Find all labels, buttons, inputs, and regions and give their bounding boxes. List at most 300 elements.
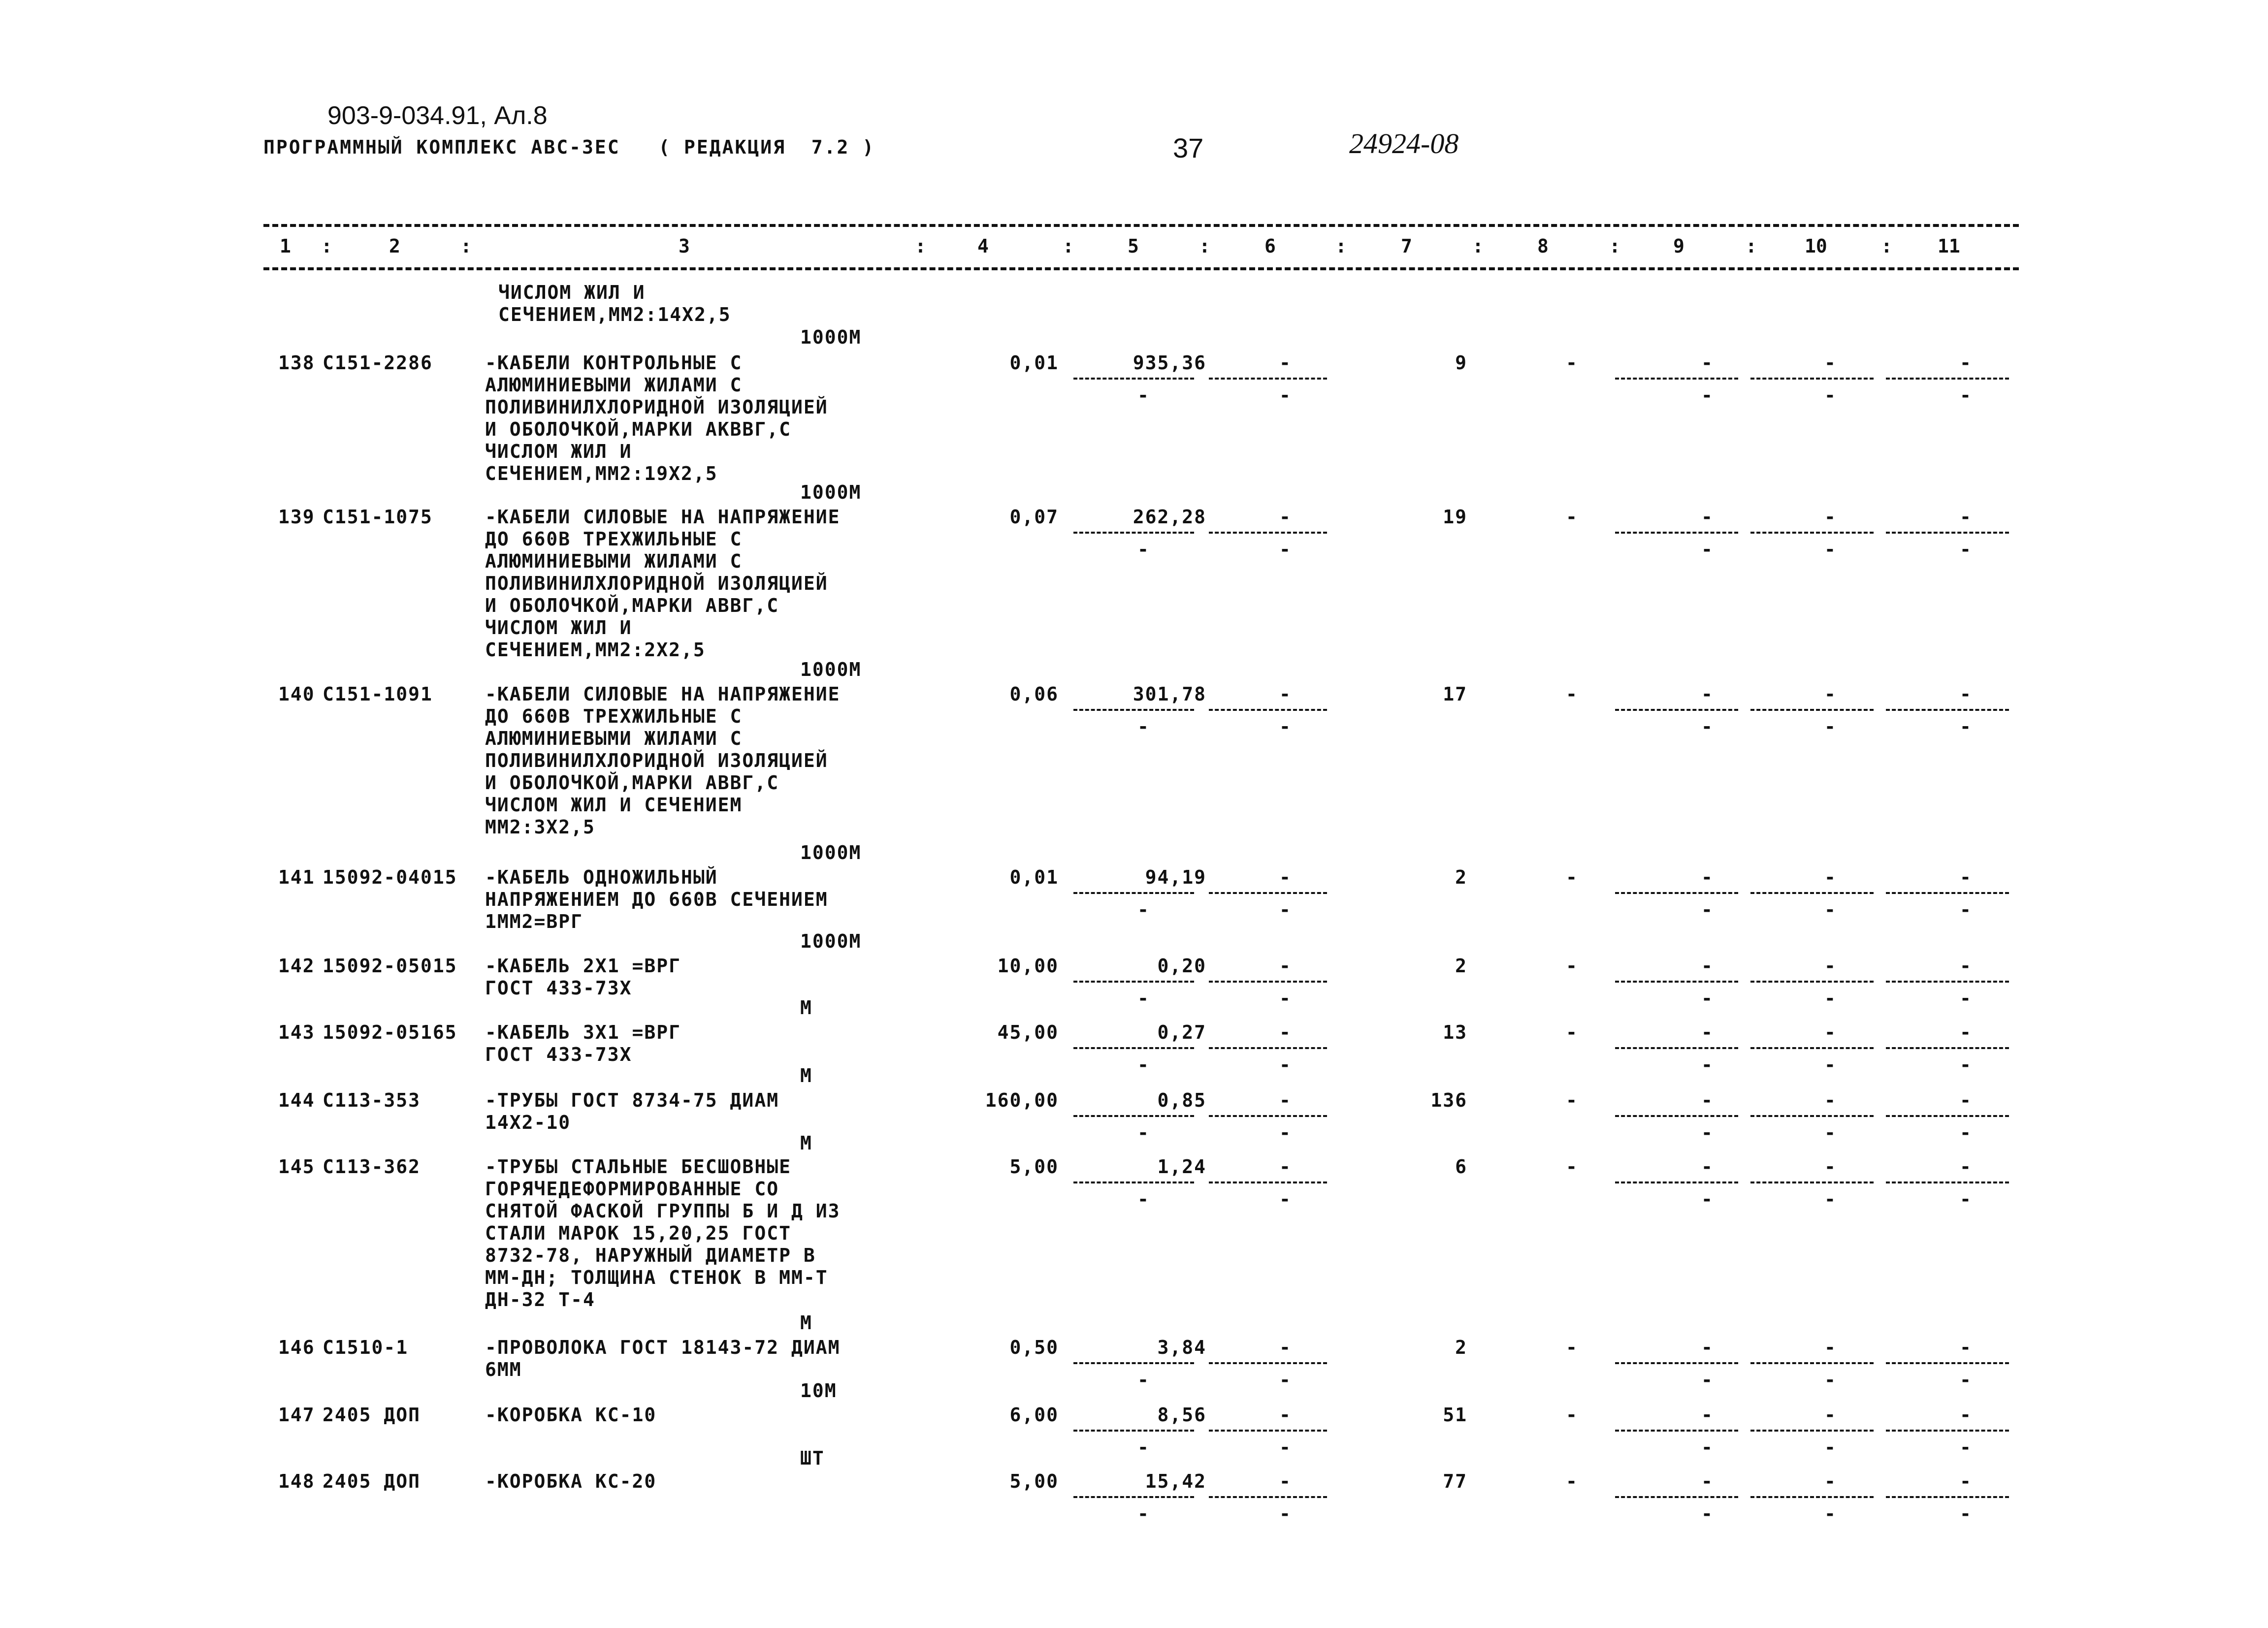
quantity: 10,00 bbox=[997, 955, 1059, 977]
col-sep: : bbox=[321, 235, 332, 257]
col7-value: 2 bbox=[1455, 866, 1467, 888]
dash-col11-lower: - bbox=[1960, 1436, 1971, 1458]
col7-value: 2 bbox=[1455, 955, 1467, 977]
underline bbox=[1073, 709, 1194, 711]
dash-col11: - bbox=[1960, 866, 1971, 888]
underline bbox=[1615, 892, 1738, 894]
col7-value: 13 bbox=[1443, 1021, 1467, 1043]
quantity: 0,06 bbox=[1009, 683, 1059, 705]
row-description: -КАБЕЛЬ 3Х1 =ВРГ bbox=[485, 1021, 681, 1043]
underline bbox=[1209, 1362, 1327, 1364]
dash-col5-lower: - bbox=[1137, 1503, 1149, 1525]
dash-col11-lower: - bbox=[1960, 1503, 1971, 1525]
underline bbox=[1750, 892, 1874, 894]
dash-col9-lower: - bbox=[1701, 1188, 1713, 1210]
underline bbox=[1886, 981, 2009, 983]
row-number: 142 bbox=[278, 955, 315, 977]
resource-code: С151-2286 bbox=[323, 352, 433, 374]
col-header-8: 8 bbox=[1537, 235, 1549, 257]
col-header-4: 4 bbox=[977, 235, 989, 257]
program-title: ПРОГРАММНЫЙ КОМПЛЕКС АВС-ЗЕС ( РЕДАКЦИЯ 7.2 ) bbox=[263, 136, 875, 158]
row-number: 145 bbox=[278, 1156, 315, 1178]
table-header-rule bbox=[263, 267, 2019, 270]
dash-col8: - bbox=[1566, 1156, 1577, 1178]
row-description: ГОРЯЧЕДЕФОРМИРОВАННЫЕ СО bbox=[485, 1178, 779, 1200]
underline bbox=[1615, 1362, 1738, 1364]
dash-col10: - bbox=[1824, 866, 1836, 888]
col-sep: : bbox=[915, 235, 926, 257]
unit-price: 262,28 bbox=[1133, 506, 1206, 528]
dash-col9-lower: - bbox=[1701, 1369, 1713, 1391]
underline bbox=[1615, 1115, 1738, 1117]
underline bbox=[1073, 892, 1194, 894]
underline bbox=[1209, 1430, 1327, 1432]
col-sep: : bbox=[1609, 235, 1620, 257]
col-sep: : bbox=[1746, 235, 1757, 257]
underline bbox=[1750, 709, 1874, 711]
quantity: 0,01 bbox=[1009, 352, 1059, 374]
continuation-text: ЧИСЛОМ ЖИЛ И bbox=[498, 282, 646, 303]
unit-label: 1000М bbox=[800, 842, 862, 863]
dash-col6: - bbox=[1279, 1404, 1291, 1426]
dash-col9: - bbox=[1701, 683, 1713, 705]
dash-col9: - bbox=[1701, 1021, 1713, 1043]
underline bbox=[1209, 1181, 1327, 1183]
dash-col9-lower: - bbox=[1701, 539, 1713, 560]
row-description: ЧИСЛОМ ЖИЛ И bbox=[485, 617, 632, 638]
dash-col6: - bbox=[1279, 866, 1291, 888]
dash-col6: - bbox=[1279, 506, 1291, 528]
row-description: СЕЧЕНИЕМ,ММ2:19Х2,5 bbox=[485, 463, 718, 484]
dash-col6: - bbox=[1279, 1470, 1291, 1492]
underline bbox=[1615, 532, 1738, 534]
col-sep: : bbox=[1472, 235, 1484, 257]
underline bbox=[1073, 378, 1194, 380]
dash-col6: - bbox=[1279, 1021, 1291, 1043]
underline bbox=[1073, 1047, 1194, 1049]
underline bbox=[1615, 981, 1738, 983]
row-description: АЛЮМИНИЕВЫМИ ЖИЛАМИ С bbox=[485, 374, 743, 396]
row-description: 8732-78, НАРУЖНЫЙ ДИАМЕТР В bbox=[485, 1245, 816, 1266]
row-description: 14Х2-10 bbox=[485, 1112, 571, 1133]
dash-col6-lower: - bbox=[1279, 1188, 1291, 1210]
dash-col10: - bbox=[1824, 506, 1836, 528]
row-description: -КОРОБКА КС-10 bbox=[485, 1404, 657, 1426]
quantity: 5,00 bbox=[1009, 1156, 1059, 1178]
row-description: ДН-32 Т-4 bbox=[485, 1289, 595, 1310]
dash-col10-lower: - bbox=[1824, 1122, 1836, 1144]
row-description: -КАБЕЛИ КОНТРОЛЬНЫЕ С bbox=[485, 352, 743, 374]
dash-col11: - bbox=[1960, 506, 1971, 528]
row-description: ДО 660В ТРЕХЖИЛЬНЫЕ С bbox=[485, 528, 743, 550]
underline bbox=[1886, 892, 2009, 894]
underline bbox=[1886, 1430, 2009, 1432]
dash-col6-lower: - bbox=[1279, 384, 1291, 406]
dash-col11: - bbox=[1960, 1021, 1971, 1043]
dash-col8: - bbox=[1566, 683, 1577, 705]
dash-col6-lower: - bbox=[1279, 1369, 1291, 1391]
resource-code: С1510-1 bbox=[323, 1337, 409, 1358]
dash-col9-lower: - bbox=[1701, 899, 1713, 921]
dash-col8: - bbox=[1566, 1021, 1577, 1043]
dash-col8: - bbox=[1566, 506, 1577, 528]
dash-col10-lower: - bbox=[1824, 1503, 1836, 1525]
row-description: ЧИСЛОМ ЖИЛ И СЕЧЕНИЕМ bbox=[485, 794, 743, 816]
row-number: 143 bbox=[278, 1021, 315, 1043]
row-description: ГОСТ 433-73Х bbox=[485, 1044, 632, 1065]
row-description: -ТРУБЫ ГОСТ 8734-75 ДИАМ bbox=[485, 1089, 779, 1111]
dash-col10-lower: - bbox=[1824, 1369, 1836, 1391]
unit-price: 8,56 bbox=[1157, 1404, 1206, 1426]
dash-col10: - bbox=[1824, 1021, 1836, 1043]
row-description: НАПРЯЖЕНИЕМ ДО 660В СЕЧЕНИЕМ bbox=[485, 889, 828, 910]
quantity: 0,07 bbox=[1009, 506, 1059, 528]
quantity: 45,00 bbox=[997, 1021, 1059, 1043]
dash-col8: - bbox=[1566, 1404, 1577, 1426]
underline bbox=[1886, 1496, 2009, 1498]
row-description: 1ММ2=ВРГ bbox=[485, 911, 583, 932]
col-header-6: 6 bbox=[1264, 235, 1276, 257]
col-sep: : bbox=[1063, 235, 1074, 257]
underline bbox=[1750, 1047, 1874, 1049]
resource-code: 15092-05165 bbox=[323, 1021, 457, 1043]
dash-col10: - bbox=[1824, 352, 1836, 374]
underline bbox=[1750, 1362, 1874, 1364]
col-header-1: 1 bbox=[280, 235, 291, 257]
row-description: -КАБЕЛЬ 2Х1 =ВРГ bbox=[485, 955, 681, 977]
underline bbox=[1750, 1181, 1874, 1183]
col7-value: 136 bbox=[1430, 1089, 1467, 1111]
dash-col6-lower: - bbox=[1279, 1436, 1291, 1458]
dash-col10: - bbox=[1824, 1089, 1836, 1111]
unit-label: 10М bbox=[800, 1380, 837, 1402]
dash-col10-lower: - bbox=[1824, 899, 1836, 921]
underline bbox=[1209, 1496, 1327, 1498]
dash-col10: - bbox=[1824, 1337, 1836, 1358]
dash-col10: - bbox=[1824, 1404, 1836, 1426]
unit-label: 1000М bbox=[800, 930, 862, 952]
dash-col11-lower: - bbox=[1960, 1122, 1971, 1144]
inventory-number: 24924-08 bbox=[1349, 128, 1459, 160]
dash-col9-lower: - bbox=[1701, 1122, 1713, 1144]
dash-col6-lower: - bbox=[1279, 1122, 1291, 1144]
dash-col11: - bbox=[1960, 955, 1971, 977]
dash-col5-lower: - bbox=[1137, 988, 1149, 1009]
dash-col9-lower: - bbox=[1701, 1054, 1713, 1076]
underline bbox=[1750, 532, 1874, 534]
row-number: 146 bbox=[278, 1337, 315, 1358]
dash-col5-lower: - bbox=[1137, 899, 1149, 921]
row-description: СТАЛИ МАРОК 15,20,25 ГОСТ bbox=[485, 1222, 791, 1244]
unit-label: ШТ bbox=[800, 1447, 825, 1469]
dash-col5-lower: - bbox=[1137, 539, 1149, 560]
dash-col10: - bbox=[1824, 683, 1836, 705]
unit-price: 1,24 bbox=[1157, 1156, 1206, 1178]
dash-col6-lower: - bbox=[1279, 899, 1291, 921]
dash-col9: - bbox=[1701, 1404, 1713, 1426]
row-description: ДО 660В ТРЕХЖИЛЬНЫЕ С bbox=[485, 705, 743, 727]
col7-value: 17 bbox=[1443, 683, 1467, 705]
dash-col9-lower: - bbox=[1701, 384, 1713, 406]
dash-col5-lower: - bbox=[1137, 1188, 1149, 1210]
dash-col10: - bbox=[1824, 1470, 1836, 1492]
col-sep: : bbox=[1335, 235, 1347, 257]
dash-col10-lower: - bbox=[1824, 539, 1836, 560]
underline bbox=[1750, 981, 1874, 983]
underline bbox=[1615, 1047, 1738, 1049]
row-description: -КАБЕЛИ СИЛОВЫЕ НА НАПРЯЖЕНИЕ bbox=[485, 506, 841, 528]
dash-col8: - bbox=[1566, 352, 1577, 374]
quantity: 5,00 bbox=[1009, 1470, 1059, 1492]
underline bbox=[1209, 1047, 1327, 1049]
underline bbox=[1209, 892, 1327, 894]
dash-col11: - bbox=[1960, 352, 1971, 374]
row-description: АЛЮМИНИЕВЫМИ ЖИЛАМИ С bbox=[485, 728, 743, 749]
resource-code: 2405 ДОП bbox=[323, 1404, 421, 1426]
row-description: ММ-ДН; ТОЛЩИНА СТЕНОК В ММ-Т bbox=[485, 1267, 828, 1288]
row-number: 144 bbox=[278, 1089, 315, 1111]
dash-col8: - bbox=[1566, 866, 1577, 888]
unit-price: 0,20 bbox=[1157, 955, 1206, 977]
row-number: 139 bbox=[278, 506, 315, 528]
resource-code: 15092-05015 bbox=[323, 955, 457, 977]
unit-label: М bbox=[800, 1312, 812, 1334]
continuation-text: СЕЧЕНИЕМ,ММ2:14Х2,5 bbox=[498, 304, 731, 325]
row-number: 147 bbox=[278, 1404, 315, 1426]
col-sep: : bbox=[460, 235, 472, 257]
underline bbox=[1886, 709, 2009, 711]
row-number: 148 bbox=[278, 1470, 315, 1492]
underline bbox=[1615, 378, 1738, 380]
dash-col9-lower: - bbox=[1701, 988, 1713, 1009]
underline bbox=[1073, 1430, 1194, 1432]
dash-col8: - bbox=[1566, 1337, 1577, 1358]
dash-col8: - bbox=[1566, 1470, 1577, 1492]
dash-col11-lower: - bbox=[1960, 384, 1971, 406]
unit-label: М bbox=[800, 1065, 812, 1086]
dash-col9: - bbox=[1701, 352, 1713, 374]
row-description: ПОЛИВИНИЛХЛОРИДНОЙ ИЗОЛЯЦИЕЙ bbox=[485, 396, 828, 418]
underline bbox=[1615, 1496, 1738, 1498]
row-description: ПОЛИВИНИЛХЛОРИДНОЙ ИЗОЛЯЦИЕЙ bbox=[485, 573, 828, 594]
dash-col5-lower: - bbox=[1137, 1122, 1149, 1144]
underline bbox=[1209, 532, 1327, 534]
row-description: 6ММ bbox=[485, 1359, 522, 1380]
col7-value: 77 bbox=[1443, 1470, 1467, 1492]
underline bbox=[1073, 1362, 1194, 1364]
dash-col11: - bbox=[1960, 1404, 1971, 1426]
dash-col10-lower: - bbox=[1824, 1054, 1836, 1076]
underline bbox=[1886, 1362, 2009, 1364]
dash-col9-lower: - bbox=[1701, 1503, 1713, 1525]
underline bbox=[1886, 1181, 2009, 1183]
unit-label: 1000М bbox=[800, 326, 862, 348]
row-description: И ОБОЛОЧКОЙ,МАРКИ АКВВГ,С bbox=[485, 418, 791, 440]
row-description: ЧИСЛОМ ЖИЛ И bbox=[485, 441, 632, 462]
underline bbox=[1209, 378, 1327, 380]
dash-col9: - bbox=[1701, 1470, 1713, 1492]
underline bbox=[1073, 532, 1194, 534]
underline bbox=[1073, 981, 1194, 983]
dash-col10-lower: - bbox=[1824, 716, 1836, 737]
row-description: -КАБЕЛЬ ОДНОЖИЛЬНЫЙ bbox=[485, 866, 718, 888]
table-top-rule bbox=[263, 224, 2019, 227]
col-header-5: 5 bbox=[1128, 235, 1139, 257]
col-header-2: 2 bbox=[389, 235, 400, 257]
row-number: 138 bbox=[278, 352, 315, 374]
row-description: СНЯТОЙ ФАСКОЙ ГРУППЫ Б И Д ИЗ bbox=[485, 1200, 841, 1222]
col7-value: 2 bbox=[1455, 1337, 1467, 1358]
resource-code: С113-362 bbox=[323, 1156, 421, 1178]
resource-code: С151-1091 bbox=[323, 683, 433, 705]
row-description: -ПРОВОЛОКА ГОСТ 18143-72 ДИАМ bbox=[485, 1337, 841, 1358]
unit-label: М bbox=[800, 997, 812, 1019]
dash-col11: - bbox=[1960, 1156, 1971, 1178]
dash-col6: - bbox=[1279, 1156, 1291, 1178]
col-header-11: 11 bbox=[1938, 235, 1960, 257]
dash-col8: - bbox=[1566, 1089, 1577, 1111]
dash-col9: - bbox=[1701, 1089, 1713, 1111]
unit-label: 1000М bbox=[800, 481, 862, 503]
col7-value: 6 bbox=[1455, 1156, 1467, 1178]
dash-col6: - bbox=[1279, 1337, 1291, 1358]
unit-label: М bbox=[800, 1132, 812, 1154]
dash-col9: - bbox=[1701, 1156, 1713, 1178]
col7-value: 19 bbox=[1443, 506, 1467, 528]
row-number: 140 bbox=[278, 683, 315, 705]
dash-col6: - bbox=[1279, 352, 1291, 374]
unit-price: 0,27 bbox=[1157, 1021, 1206, 1043]
dash-col10-lower: - bbox=[1824, 1436, 1836, 1458]
dash-col10-lower: - bbox=[1824, 988, 1836, 1009]
quantity: 0,01 bbox=[1009, 866, 1059, 888]
dash-col9: - bbox=[1701, 506, 1713, 528]
underline bbox=[1073, 1496, 1194, 1498]
row-description: И ОБОЛОЧКОЙ,МАРКИ АВВГ,С bbox=[485, 772, 779, 794]
row-description: И ОБОЛОЧКОЙ,МАРКИ АВВГ,С bbox=[485, 595, 779, 616]
row-description: СЕЧЕНИЕМ,ММ2:2Х2,5 bbox=[485, 639, 706, 661]
dash-col6: - bbox=[1279, 1089, 1291, 1111]
row-description: АЛЮМИНИЕВЫМИ ЖИЛАМИ С bbox=[485, 550, 743, 572]
quantity: 160,00 bbox=[985, 1089, 1059, 1111]
dash-col6-lower: - bbox=[1279, 1503, 1291, 1525]
dash-col11-lower: - bbox=[1960, 539, 1971, 560]
dash-col9-lower: - bbox=[1701, 1436, 1713, 1458]
dash-col5-lower: - bbox=[1137, 1054, 1149, 1076]
dash-col8: - bbox=[1566, 955, 1577, 977]
dash-col11: - bbox=[1960, 1470, 1971, 1492]
quantity: 6,00 bbox=[1009, 1404, 1059, 1426]
dash-col11-lower: - bbox=[1960, 1369, 1971, 1391]
dash-col11: - bbox=[1960, 1337, 1971, 1358]
page-number: 37 bbox=[1173, 132, 1204, 163]
dash-col10-lower: - bbox=[1824, 1188, 1836, 1210]
dash-col5-lower: - bbox=[1137, 1436, 1149, 1458]
underline bbox=[1750, 378, 1874, 380]
underline bbox=[1615, 1430, 1738, 1432]
dash-col6: - bbox=[1279, 683, 1291, 705]
dash-col9: - bbox=[1701, 955, 1713, 977]
dash-col10: - bbox=[1824, 1156, 1836, 1178]
dash-col6-lower: - bbox=[1279, 988, 1291, 1009]
unit-price: 301,78 bbox=[1133, 683, 1206, 705]
dash-col6-lower: - bbox=[1279, 539, 1291, 560]
unit-price: 935,36 bbox=[1133, 352, 1206, 374]
col-header-10: 10 bbox=[1805, 235, 1827, 257]
dash-col11-lower: - bbox=[1960, 899, 1971, 921]
underline bbox=[1073, 1115, 1194, 1117]
underline bbox=[1886, 378, 2009, 380]
underline bbox=[1886, 532, 2009, 534]
dash-col5-lower: - bbox=[1137, 716, 1149, 737]
unit-label: 1000М bbox=[800, 659, 862, 680]
dash-col9-lower: - bbox=[1701, 716, 1713, 737]
dash-col11: - bbox=[1960, 1089, 1971, 1111]
row-description: -ТРУБЫ СТАЛЬНЫЕ БЕСШОВНЫЕ bbox=[485, 1156, 791, 1178]
dash-col11-lower: - bbox=[1960, 1188, 1971, 1210]
col7-value: 51 bbox=[1443, 1404, 1467, 1426]
col-header-9: 9 bbox=[1673, 235, 1685, 257]
col-sep: : bbox=[1881, 235, 1892, 257]
quantity: 0,50 bbox=[1009, 1337, 1059, 1358]
dash-col6-lower: - bbox=[1279, 1054, 1291, 1076]
underline bbox=[1209, 981, 1327, 983]
unit-price: 15,42 bbox=[1145, 1470, 1206, 1492]
dash-col10-lower: - bbox=[1824, 384, 1836, 406]
underline bbox=[1209, 709, 1327, 711]
unit-price: 3,84 bbox=[1157, 1337, 1206, 1358]
dash-col5-lower: - bbox=[1137, 1369, 1149, 1391]
dash-col5-lower: - bbox=[1137, 384, 1149, 406]
resource-code: С151-1075 bbox=[323, 506, 433, 528]
dash-col11-lower: - bbox=[1960, 1054, 1971, 1076]
dash-col6: - bbox=[1279, 955, 1291, 977]
sheet-code: 903-9-034.91, Ал.8 bbox=[327, 101, 548, 130]
underline bbox=[1615, 709, 1738, 711]
col-sep: : bbox=[1199, 235, 1210, 257]
row-description: ММ2:3Х2,5 bbox=[485, 816, 595, 838]
underline bbox=[1073, 1181, 1194, 1183]
dash-col11-lower: - bbox=[1960, 988, 1971, 1009]
underline bbox=[1886, 1115, 2009, 1117]
underline bbox=[1886, 1047, 2009, 1049]
underline bbox=[1209, 1115, 1327, 1117]
dash-col11: - bbox=[1960, 683, 1971, 705]
dash-col6-lower: - bbox=[1279, 716, 1291, 737]
unit-price: 94,19 bbox=[1145, 866, 1206, 888]
underline bbox=[1750, 1115, 1874, 1117]
dash-col10: - bbox=[1824, 955, 1836, 977]
underline bbox=[1750, 1496, 1874, 1498]
row-description: ГОСТ 433-73Х bbox=[485, 977, 632, 999]
underline bbox=[1615, 1181, 1738, 1183]
dash-col11-lower: - bbox=[1960, 716, 1971, 737]
col7-value: 9 bbox=[1455, 352, 1467, 374]
resource-code: 15092-04015 bbox=[323, 866, 457, 888]
row-description: -КОРОБКА КС-20 bbox=[485, 1470, 657, 1492]
row-description: -КАБЕЛИ СИЛОВЫЕ НА НАПРЯЖЕНИЕ bbox=[485, 683, 841, 705]
underline bbox=[1750, 1430, 1874, 1432]
dash-col9: - bbox=[1701, 866, 1713, 888]
col-header-3: 3 bbox=[679, 235, 690, 257]
resource-code: 2405 ДОП bbox=[323, 1470, 421, 1492]
dash-col9: - bbox=[1701, 1337, 1713, 1358]
resource-code: С113-353 bbox=[323, 1089, 421, 1111]
col-header-7: 7 bbox=[1401, 235, 1412, 257]
unit-price: 0,85 bbox=[1157, 1089, 1206, 1111]
row-number: 141 bbox=[278, 866, 315, 888]
row-description: ПОЛИВИНИЛХЛОРИДНОЙ ИЗОЛЯЦИЕЙ bbox=[485, 750, 828, 771]
